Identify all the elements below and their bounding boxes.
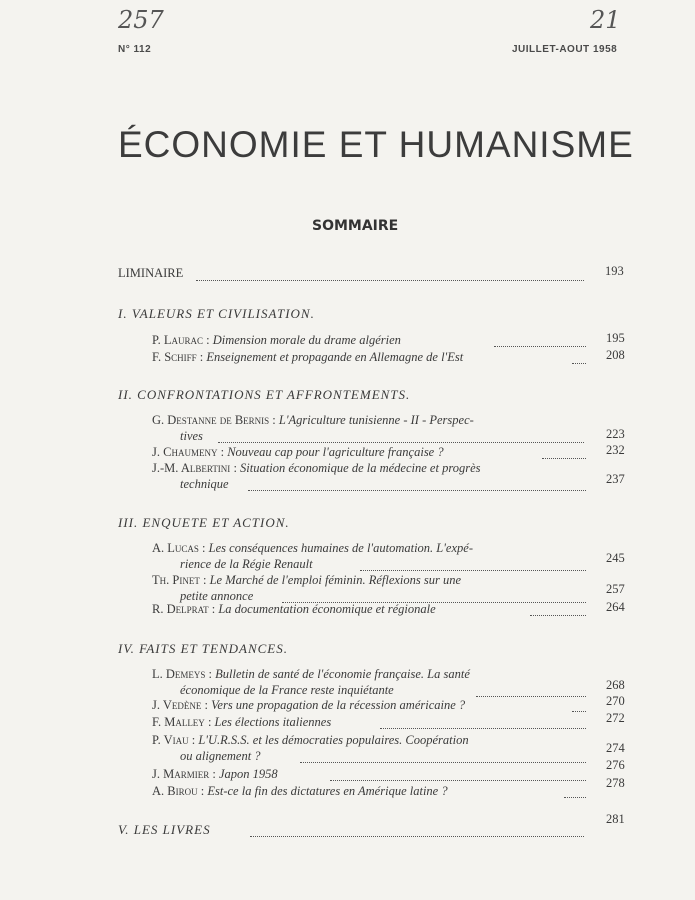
- page-number: 264: [606, 600, 625, 614]
- entry-author: P. Laurac: [152, 333, 203, 347]
- section-heading-livres: V. LES LIVRES: [118, 822, 211, 837]
- leader-dots: [572, 353, 586, 364]
- page-number: 276: [606, 758, 625, 772]
- leader-dots: [248, 480, 586, 491]
- entry-author: A. Birou: [152, 784, 198, 798]
- leader-dots: [360, 560, 586, 571]
- toc-row-liminaire: [118, 266, 183, 281]
- entry-title: Les élections italiennes: [214, 715, 332, 729]
- entry-author: J. Chaumeny: [152, 445, 218, 459]
- entry-author: F. Malley: [152, 715, 205, 729]
- page-number: 270: [606, 694, 625, 708]
- leader-dots: [300, 752, 586, 763]
- entry-title-line1: Le Marché de l'emploi féminin. Réflexions sur une: [209, 573, 462, 587]
- entry-author: J.-M. Albertini: [152, 461, 231, 475]
- page-number: 237: [606, 472, 625, 486]
- handwritten-note-right: 21: [590, 6, 621, 34]
- leader-dots: [476, 686, 586, 697]
- entry-author: A. Lucas: [152, 541, 199, 555]
- entry-author: J. Vedène: [152, 698, 202, 712]
- toc-entry: F. Schiff : Enseignement et propagande en Allemagne de l'Est: [152, 350, 464, 364]
- entry-title: Est-ce la fin des dictatures en Amérique latine ?: [207, 784, 448, 798]
- entry-title: Nouveau cap pour l'agriculture française ?: [227, 445, 444, 459]
- toc-entry-continuation: [180, 429, 203, 444]
- toc-entry: J. Chaumeny : Nouveau cap pour l'agriculture française ?: [152, 445, 444, 459]
- entry-author: Th. Pinet: [152, 573, 200, 587]
- leader-dots: [572, 701, 586, 712]
- toc-entry: A. Lucas : Les conséquences humaines de l'automation. L'expé-: [152, 541, 473, 555]
- handwritten-note-left: 257: [118, 6, 164, 34]
- entry-title-line2: technique: [180, 477, 229, 491]
- entry-title: Vers une propagation de la récession américaine ?: [211, 698, 466, 712]
- entry-author: R. Delprat: [152, 602, 209, 616]
- leader-dots: [564, 787, 586, 798]
- journal-title: ÉCONOMIE ET HUMANISME: [118, 124, 634, 165]
- toc-entry: J. Vedène : Vers une propagation de la récession américaine ?: [152, 698, 466, 712]
- entry-title-line2: ou alignement ?: [180, 749, 261, 763]
- toc-entry: L. Demeys : Bulletin de santé de l'économie française. La santé: [152, 667, 470, 681]
- page-number: 208: [606, 348, 625, 362]
- entry-author: P. Viau: [152, 733, 189, 747]
- leader-dots: [196, 270, 584, 281]
- entry-title: La documentation économique et régionale: [218, 602, 436, 616]
- toc-entry: F. Malley : Les élections italiennes: [152, 715, 332, 729]
- entry-title-line1: Situation économique de la médecine et progrès: [240, 461, 481, 475]
- leader-dots: [530, 605, 586, 616]
- toc-entry-continuation: [180, 477, 229, 492]
- leader-dots: [380, 718, 586, 729]
- entry-title: Japon 1958: [218, 767, 278, 781]
- section-heading: II. CONFRONTATIONS ET AFFRONTEMENTS.: [118, 387, 411, 402]
- entry-title: Dimension morale du drame algérien: [212, 333, 401, 347]
- page-number: 272: [606, 711, 625, 725]
- toc-entry: A. Birou : Est-ce la fin des dictatures en Amérique latine ?: [152, 784, 448, 798]
- page-number: 232: [606, 443, 625, 457]
- section-heading: III. ENQUETE ET ACTION.: [118, 515, 290, 530]
- entry-title-line1: Bulletin de santé de l'économie française. La santé: [215, 667, 470, 681]
- page-number: 274: [606, 741, 625, 755]
- leader-dots: [330, 770, 586, 781]
- toc-entry: G. Destanne de Bernis : L'Agriculture tunisienne - II - Perspec-: [152, 413, 474, 427]
- toc-entry: J. Marmier : Japon 1958: [152, 767, 278, 781]
- entry-title-line2: économique de la France reste inquiétante: [180, 683, 394, 697]
- entry-author: F. Schiff: [152, 350, 197, 364]
- issue-number: N° 112: [118, 44, 152, 55]
- entry-title: Enseignement et propagande en Allemagne de l'Est: [206, 350, 464, 364]
- entry-title-line2: rience de la Régie Renault: [180, 557, 313, 571]
- entry-title-line1: L'Agriculture tunisienne - II - Perspec-: [278, 413, 474, 427]
- entry-title-line1: L'U.R.S.S. et les démocraties populaires. Coopération: [198, 733, 469, 747]
- toc-entry: Th. Pinet : Le Marché de l'emploi féminin. Réflexions sur une: [152, 573, 462, 587]
- leader-dots: [218, 432, 584, 443]
- page-number: 223: [606, 427, 625, 441]
- page-number: 278: [606, 776, 625, 790]
- toc-entry: P. Viau : L'U.R.S.S. et les démocraties populaires. Coopération: [152, 733, 469, 747]
- liminaire-label: LIMINAIRE: [118, 266, 184, 280]
- toc-entry: R. Delprat : La documentation économique et régionale: [152, 602, 436, 616]
- toc-entry: J.-M. Albertini : Situation économique de la médecine et progrès: [152, 461, 481, 475]
- page-number: 281: [606, 812, 625, 826]
- issue-date: JUILLET-AOUT 1958: [512, 44, 618, 55]
- section-heading: IV. FAITS ET TENDANCES.: [118, 641, 288, 656]
- entry-title-line1: Les conséquences humaines de l'automation. L'expé-: [208, 541, 473, 555]
- page-number: 193: [605, 264, 624, 278]
- sommaire-heading: SOMMAIRE: [312, 218, 399, 234]
- page-number: 257: [606, 582, 625, 596]
- entry-title-line2: tives: [180, 429, 203, 443]
- toc-entry: P. Laurac : Dimension morale du drame algérien: [152, 333, 401, 347]
- toc-entry-continuation: [180, 749, 261, 764]
- page-number: 195: [606, 331, 625, 345]
- section-heading: I. VALEURS ET CIVILISATION.: [118, 306, 315, 321]
- page-number: 268: [606, 678, 625, 692]
- leader-dots: [250, 826, 584, 837]
- entry-title-line2: petite annonce: [180, 589, 254, 603]
- page-number: 245: [606, 551, 625, 565]
- leader-dots: [494, 336, 586, 347]
- entry-author: J. Marmier: [152, 767, 210, 781]
- entry-author: L. Demeys: [152, 667, 206, 681]
- leader-dots: [542, 448, 586, 459]
- toc-entry-continuation: [180, 557, 313, 572]
- toc-entry-continuation: [180, 683, 394, 698]
- entry-author: G. Destanne de Bernis: [152, 413, 270, 427]
